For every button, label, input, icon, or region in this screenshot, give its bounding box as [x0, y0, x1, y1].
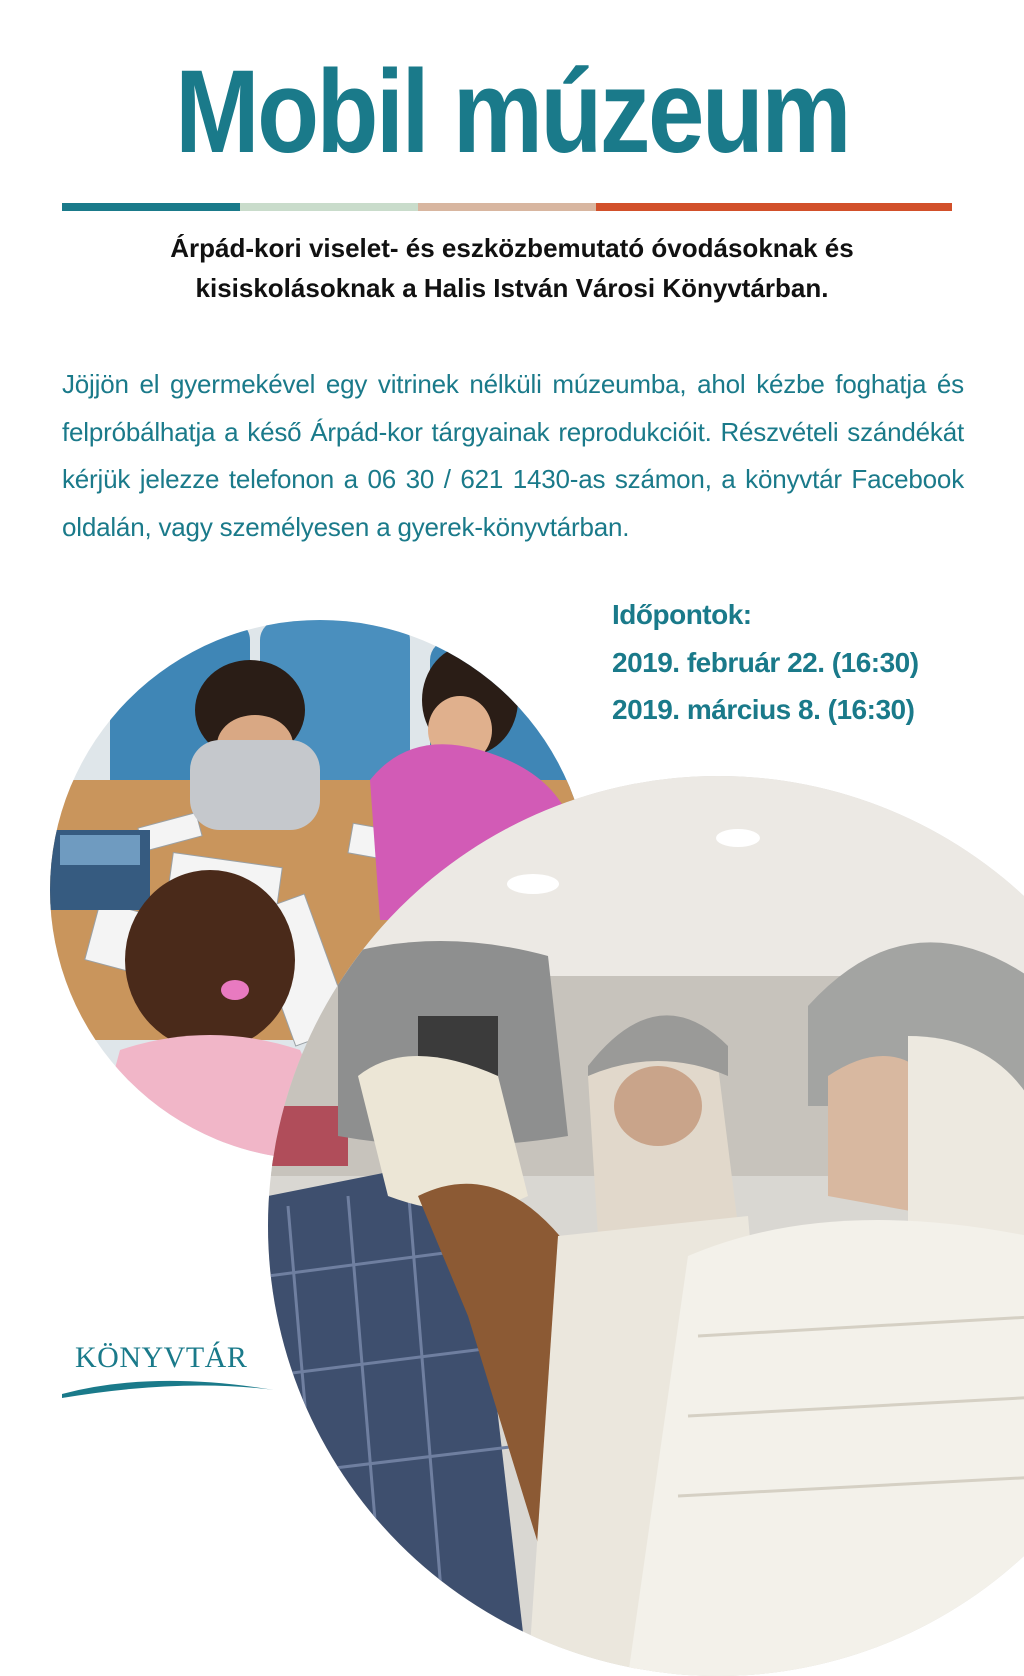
logo-swoosh-icon	[62, 1364, 282, 1404]
subtitle-line: Árpád-kori viselet- és eszközbemutató óvodásoknak és	[170, 233, 854, 263]
logo-text: KÖNYVTÁR	[75, 1341, 248, 1374]
event-dates	[612, 591, 992, 734]
poster-subtitle	[60, 228, 964, 308]
dates-heading: Időpontok:	[612, 599, 752, 630]
event-description	[62, 361, 964, 551]
divider-segment-teal	[62, 203, 240, 211]
date-item: 2019. március 8. (16:30)	[612, 694, 915, 725]
divider-segment-orange	[596, 203, 952, 211]
divider-segment-tan	[418, 203, 596, 211]
library-logo	[62, 1340, 282, 1400]
description-paragraph: Jöjjön el gyermekével egy vitrinek nélküli múzeumba, ahol kézbe foghatja és felpróbálhatja a késő Árpád-kor tárgyainak reprodukcióit. Részvételi szándékát kérjük jelezze telefonon a 06 30 / 621 1430-as számon, a könyvtár Facebook oldalán, vagy személyesen a gyerek-könyvtárban.	[62, 369, 964, 542]
divider-segment-green	[240, 203, 418, 211]
subtitle-line: kisiskolásoknak a Halis István Városi Könyvtárban.	[195, 273, 829, 303]
poster-title: Mobil múzeum	[175, 46, 849, 178]
date-item: 2019. február 22. (16:30)	[612, 646, 919, 678]
